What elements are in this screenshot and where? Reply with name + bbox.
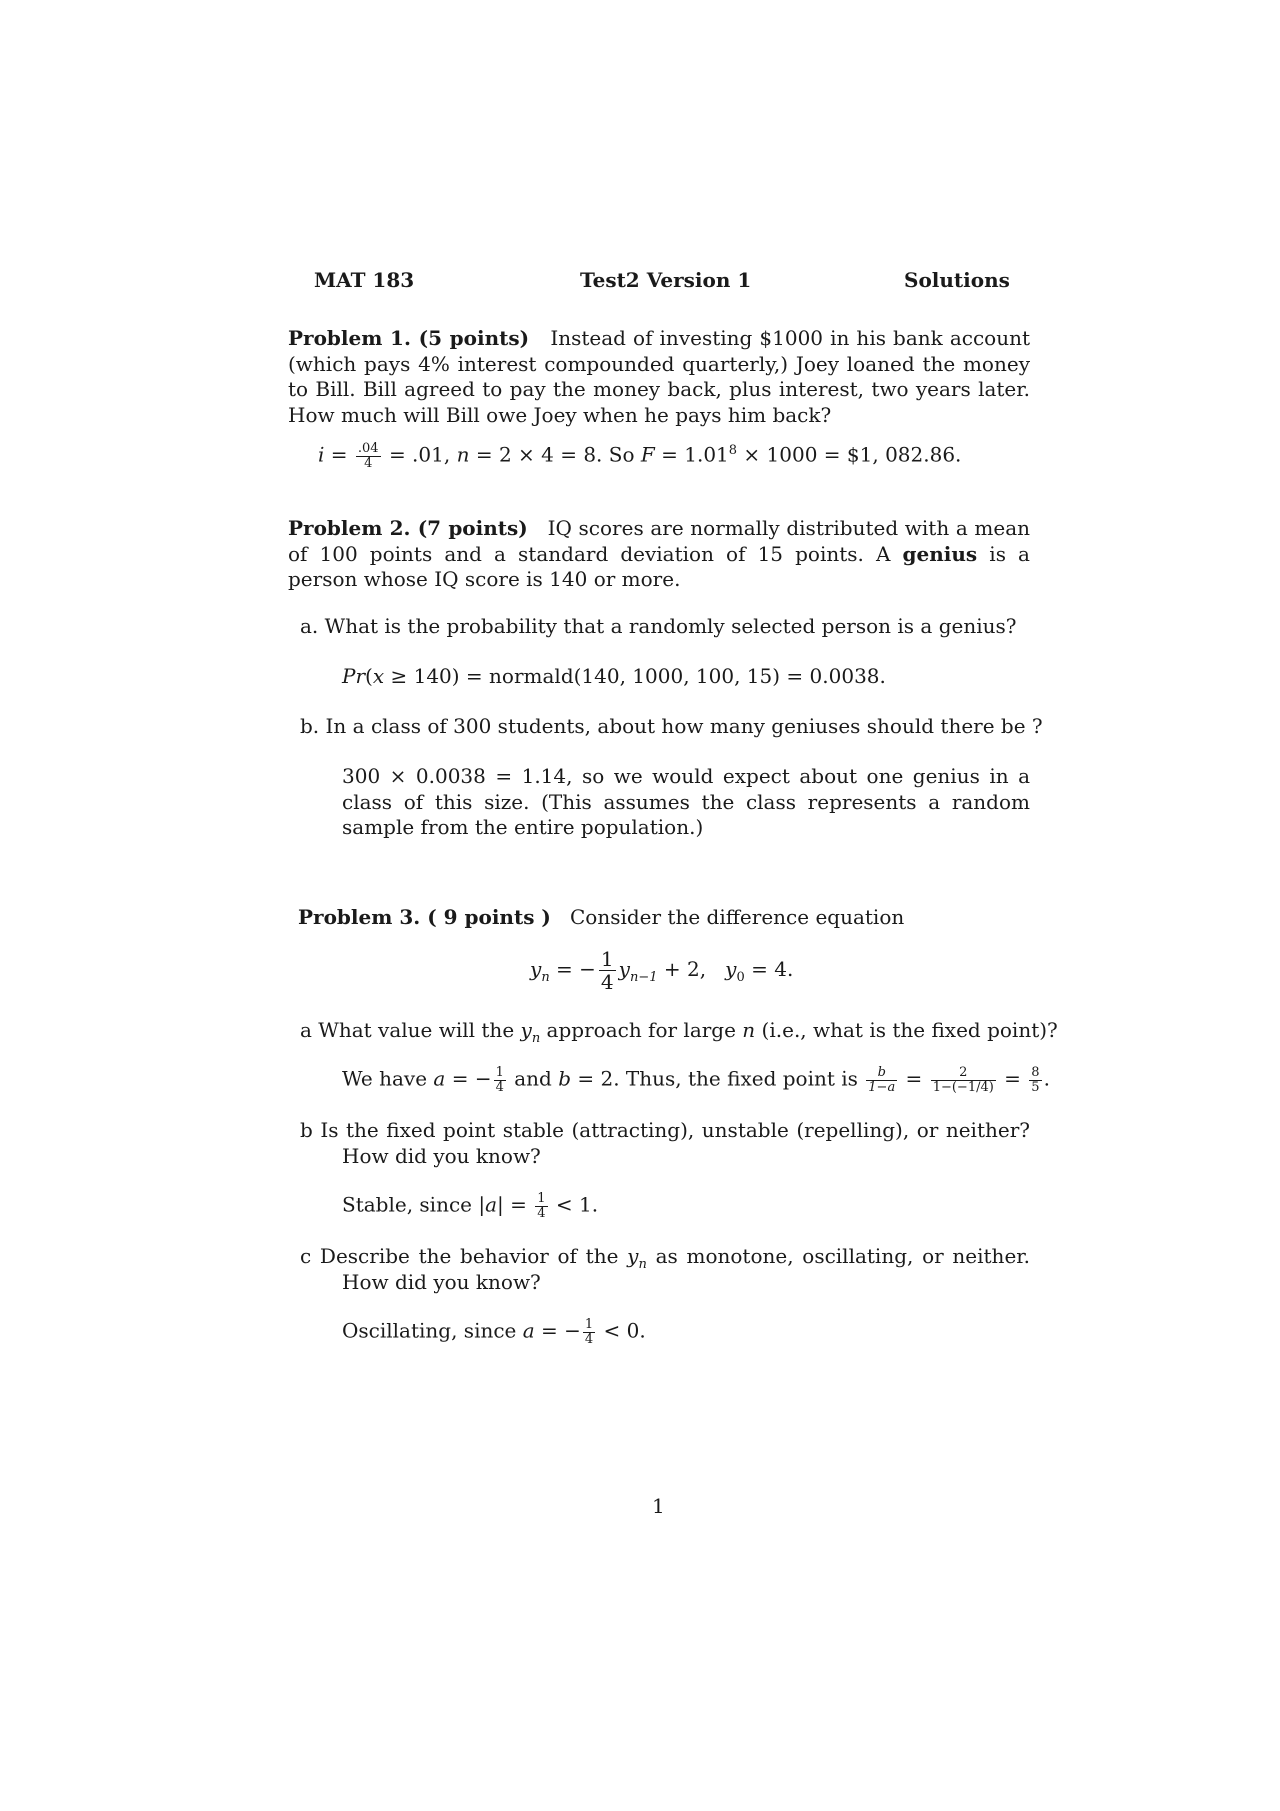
problem-1-heading: Problem 1. (5 points) [288,326,530,350]
problem-2b-question: b. In a class of 300 students, about how many geniuses should there be ? [300,714,1043,738]
problem-3a-answer: We have a = − $\frac{1}{4}$ and b = 2. Thus, the fixed point is $\frac{b}{1-a}$ = $\frac{2}{1-(-1/4)}$ = $\frac{8}{5}$ . [342,1065,1050,1095]
problem-3c-question: c Describe the behavior of the $y_n$ as monotone, oscillating, or neither. How did you know? [300,1244,1030,1294]
quarter-fraction: $\frac{1}{4}$ [600,947,614,994]
problem-2a-question: a. What is the probability that a randomly selected person is a genius? [300,614,1017,638]
problem-3b-answer: Stable, since |a| = $\frac{1}{4}$ < 1. [342,1191,599,1221]
difference-equation: $y_n$ = − $\frac{1}{4}$ $y_{n-1} + 2$, $y_0 = 4$. [530,947,794,994]
problem-3c-answer: Oscillating, since a = − $\frac{1}{4}$ < 0. [342,1317,646,1347]
problem-2a-answer: Pr(x ≥ 140) = normald(140, 1000, 100, 15) = 0.0038. [342,664,886,688]
page-number: 1 [652,1494,665,1518]
problem-2-statement: Problem 2. (7 points) IQ scores are normally distributed with a mean of 100 points and a standard deviation of 15 points. A genius is a person whose IQ score is 140 or more. [288,516,1030,592]
course-code: MAT 183 [314,268,415,292]
rate-fraction: $\frac{.04}{4}$ [357,441,379,471]
problem-1-solution: i = $\frac{.04}{4}$ = .01, n = 2 × 4 = 8. So $F = 1.01^8 \times 1000$ = $1, 082.86. [318,441,962,471]
problem-3b-question: b Is the fixed point stable (attracting), unstable (repelling), or neither? How did you know? [300,1118,1030,1168]
problem-3-heading: Problem 3. ( 9 points ) [298,905,551,929]
solutions-label: Solutions [904,268,1010,292]
problem-2-heading: Problem 2. (7 points) [288,516,528,540]
test-title: Test2 Version 1 [580,268,752,292]
problem-1-statement [288,326,1030,428]
problem-3a-question: a What value will the $y_n$ approach for large n (i.e., what is the fixed point)? [300,1018,1058,1046]
genius-term: genius [902,541,978,566]
problem-1-text: Instead of investing $1000 in his bank account (which pays 4% interest compounded quarterly,) Joey loaned the money to Bill. Bill agreed to pay the money back, plus interest, two years later. How much will Bill owe Joey when he pays him back? [288,326,1031,427]
problem-3-statement: Problem 3. ( 9 points ) Consider the difference equation [298,905,905,929]
problem-2b-answer: 300 × 0.0038 = 1.14, so we would expect about one genius in a class of this size. (This assumes the class represents a random sample from the entire population.) [342,764,1030,840]
